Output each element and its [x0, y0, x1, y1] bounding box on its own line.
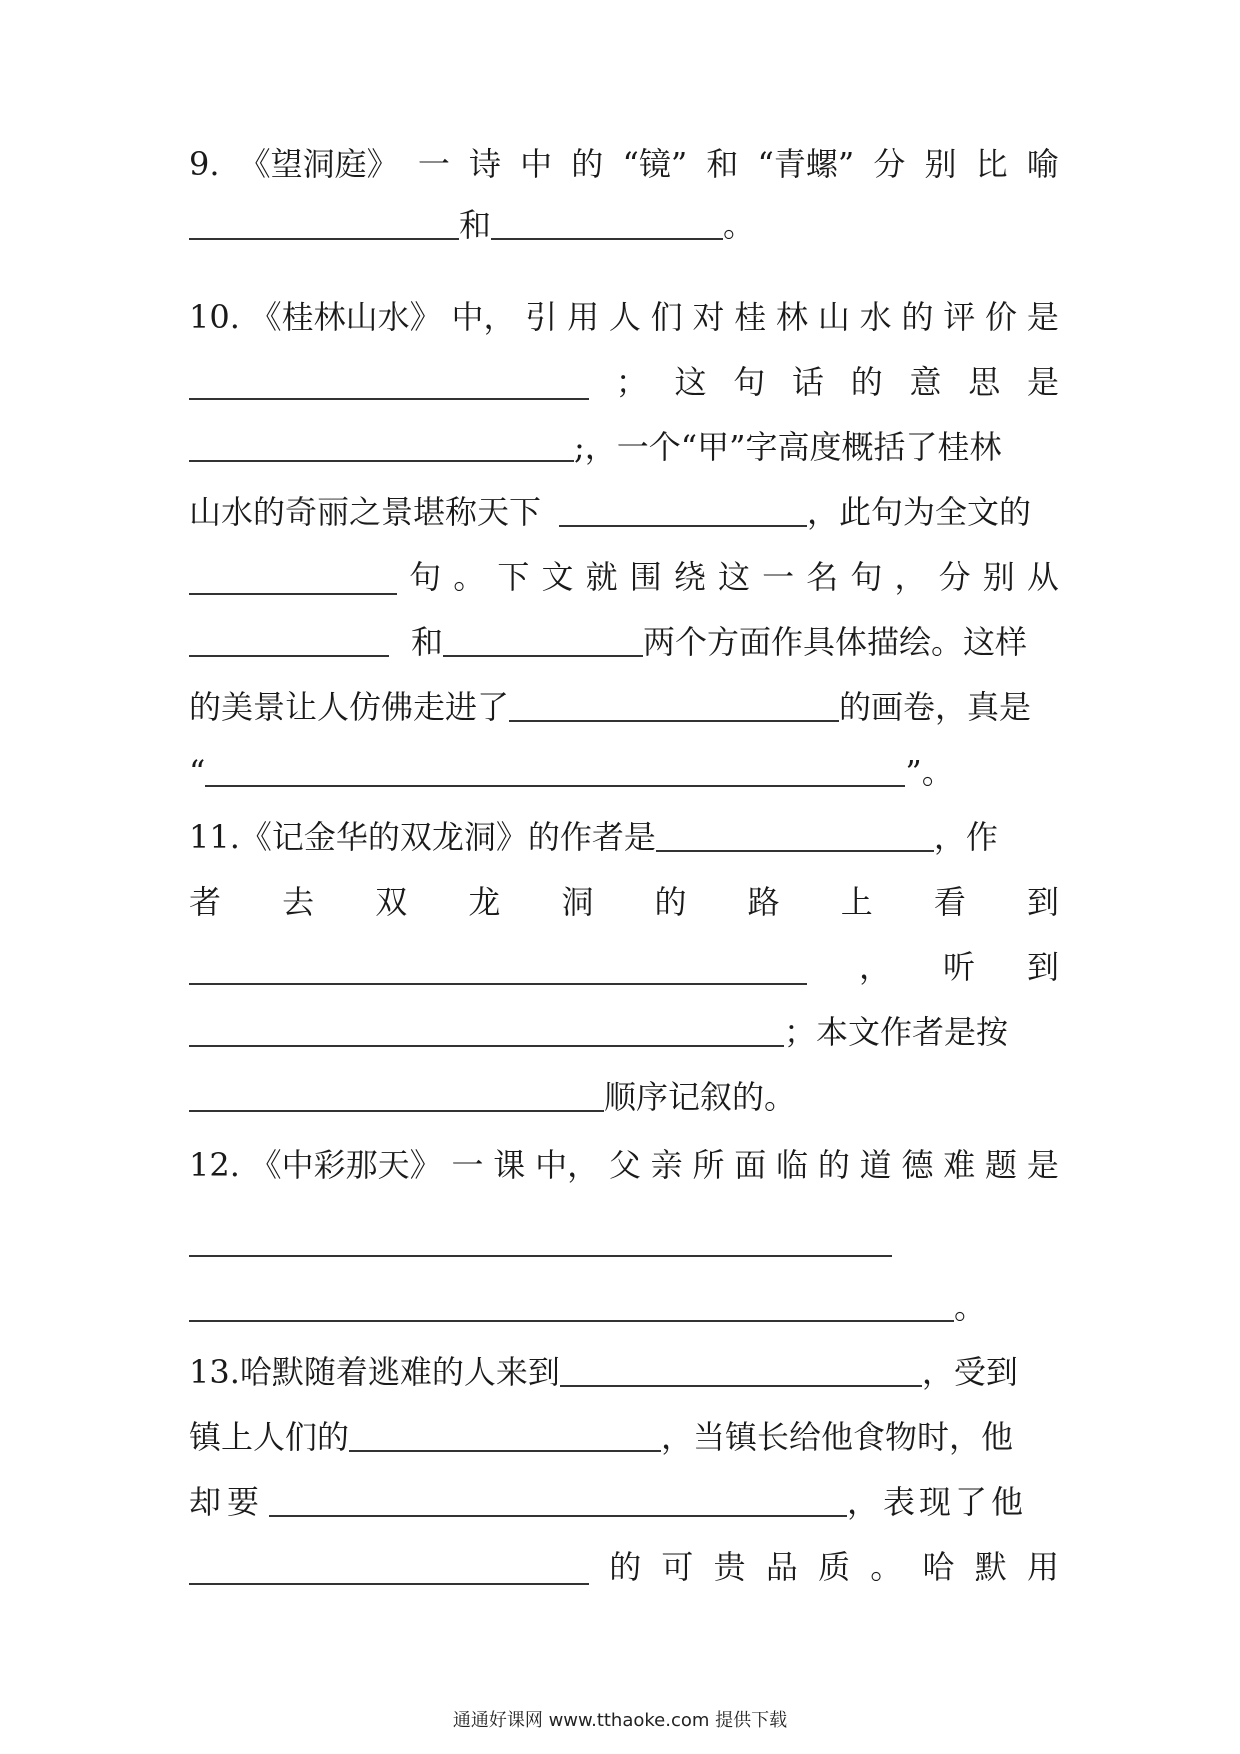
q12-line-3 — [189, 1287, 1059, 1327]
q12-text: 临 — [776, 1146, 809, 1184]
q10-text: ，此句为全文的 — [807, 493, 1032, 531]
q10-text: 的美景让人仿佛走进了 — [189, 688, 510, 726]
q13-text: 可 — [661, 1548, 694, 1586]
q10-text: 分 — [938, 558, 971, 596]
q12-text: 一 — [451, 1146, 484, 1184]
q12-text: 父 — [608, 1146, 641, 1184]
answer-blank[interactable] — [509, 720, 839, 722]
q10-text: 水 — [859, 298, 892, 336]
q10-text: ， — [894, 558, 927, 596]
q12-text: 题 — [985, 1146, 1018, 1184]
q10-text: 林 — [776, 298, 809, 336]
answer-blank[interactable] — [189, 655, 389, 657]
q11-text: ， — [858, 948, 891, 986]
q13-text: 哈 — [922, 1548, 955, 1586]
q10-text: 价 — [985, 298, 1018, 336]
q9-text: 比 — [975, 145, 1008, 183]
q10-text: 用 — [567, 298, 600, 336]
q12-text: 的 — [817, 1146, 850, 1184]
q10-text: 句 — [733, 363, 766, 401]
q10-text: 是 — [1026, 363, 1059, 401]
q9-text: “青螺” — [757, 145, 855, 183]
answer-blank[interactable] — [491, 238, 723, 240]
q13-line-3 — [189, 1482, 1059, 1522]
q10-text: 两个方面作具体描绘。这样 — [643, 623, 1028, 661]
q10-text: 绕 — [673, 558, 706, 596]
q13-line-4 — [189, 1547, 1059, 1587]
q10-line-3 — [189, 427, 1059, 467]
q9-text: 和 — [706, 145, 739, 183]
q13-text: 默 — [974, 1548, 1007, 1586]
q9-text: 别 — [924, 145, 957, 183]
answer-blank[interactable] — [189, 460, 574, 462]
q11-text: 11.《记金华的双龙洞》的作者是 — [189, 818, 656, 856]
q9-text: 。 — [723, 206, 756, 244]
q13-text: 质 — [818, 1548, 851, 1586]
q11-text: 到 — [1026, 883, 1059, 921]
q9-text: 中 — [520, 145, 553, 183]
q9-text: 的 — [571, 145, 604, 183]
q13-text: ，当镇长给他食物时，他 — [661, 1418, 1014, 1456]
q10-text: 中， — [451, 298, 516, 336]
q12-text: 所 — [692, 1146, 725, 1184]
q10-text: 句 — [409, 558, 442, 596]
q11-text: 看 — [933, 883, 966, 921]
q9-line-2 — [189, 205, 1059, 245]
q12-text: 中， — [535, 1146, 600, 1184]
q12-text: 。 — [954, 1288, 987, 1326]
q10-text: 的画卷，真是 — [839, 688, 1032, 726]
answer-blank[interactable] — [189, 1045, 784, 1047]
q11-line-5 — [189, 1077, 1059, 1117]
answer-blank[interactable] — [269, 1515, 847, 1517]
q10-text: 下 — [497, 558, 530, 596]
q12-text: 《中彩那天》 — [249, 1146, 442, 1184]
q9-text: “镜” — [622, 145, 688, 183]
q10-text: 桂 — [734, 298, 767, 336]
q12-text: 12. — [189, 1146, 240, 1184]
q11-line-3 — [189, 947, 1059, 987]
q10-text: 对 — [692, 298, 725, 336]
q10-text: 话 — [791, 363, 824, 401]
q10-text: 的 — [850, 363, 883, 401]
q10-text: 《桂林山水》 — [249, 298, 442, 336]
q13-text: 。 — [870, 1548, 903, 1586]
q13-text: 品 — [765, 1548, 798, 1586]
q12-text: 是 — [1026, 1146, 1059, 1184]
q10-text: 是 — [1026, 298, 1059, 336]
q12-text: 课 — [493, 1146, 526, 1184]
q10-line-2 — [189, 362, 1059, 402]
q12-line-2 — [189, 1222, 1059, 1262]
q13-text: ，受到 — [921, 1353, 1018, 1391]
q11-text: 上 — [840, 883, 873, 921]
q10-text: 文 — [541, 558, 574, 596]
q9-text: 分 — [873, 145, 906, 183]
q13-text: 镇上人们的 — [189, 1418, 350, 1456]
q10-text: 评 — [943, 298, 976, 336]
q9-text: 诗 — [468, 145, 501, 183]
q11-text: ，作 — [933, 818, 998, 856]
q10-text: 山水的奇丽之景堪称天下 — [189, 493, 542, 531]
q11-text: 者 — [189, 883, 222, 921]
q10-text: 这 — [717, 558, 750, 596]
q11-text: 顺序记叙的。 — [604, 1078, 797, 1116]
q11-text: 洞 — [561, 883, 594, 921]
q10-text: 名 — [806, 558, 839, 596]
q10-text: 意 — [909, 363, 942, 401]
answer-blank[interactable] — [559, 525, 807, 527]
answer-blank[interactable] — [189, 593, 397, 595]
q10-text: 引 — [525, 298, 558, 336]
q10-text: 们 — [650, 298, 683, 336]
q12-line-1 — [189, 1145, 1059, 1185]
q10-text: 这 — [674, 363, 707, 401]
answer-blank[interactable] — [189, 1320, 954, 1322]
q9-text: 《望洞庭》 — [238, 145, 399, 183]
q10-text: 围 — [629, 558, 662, 596]
q13-line-2 — [189, 1417, 1059, 1457]
q9-text: 喻 — [1026, 145, 1059, 183]
q9-line-1 — [189, 144, 1059, 184]
q10-line-6 — [189, 622, 1059, 662]
q11-line-4 — [189, 1012, 1059, 1052]
q12-text: 难 — [943, 1146, 976, 1184]
q10-text: ； — [615, 363, 648, 401]
q10-line-8 — [189, 752, 1059, 792]
q10-text: 和 — [411, 623, 444, 661]
q12-text: 道 — [859, 1146, 892, 1184]
q10-text: 就 — [585, 558, 618, 596]
answer-blank[interactable] — [189, 1583, 589, 1585]
q11-line-2 — [189, 882, 1059, 922]
q13-text: 的 — [609, 1548, 642, 1586]
q11-text: 双 — [375, 883, 408, 921]
q12-text: 面 — [734, 1146, 767, 1184]
q10-text: 的 — [901, 298, 934, 336]
q10-text: ;，一个“甲”字高度概括了桂林 — [574, 428, 1002, 466]
answer-blank[interactable] — [443, 655, 643, 657]
q10-line-4 — [189, 492, 1059, 532]
q11-text: 路 — [747, 883, 780, 921]
q10-text: ”。 — [905, 753, 954, 791]
answer-blank[interactable] — [205, 785, 905, 787]
q13-text: 却要 — [189, 1483, 266, 1521]
q10-text: 人 — [608, 298, 641, 336]
q11-text: 到 — [1026, 948, 1059, 986]
answer-blank[interactable] — [189, 238, 459, 240]
answer-blank[interactable] — [560, 1385, 922, 1387]
q11-text: 听 — [942, 948, 975, 986]
q10-line-1 — [189, 297, 1059, 337]
q10-text: 山 — [817, 298, 850, 336]
q9-text: 一 — [417, 145, 450, 183]
q11-text: ；本文作者是按 — [784, 1013, 1009, 1051]
q10-text: “ — [189, 753, 206, 791]
q12-text: 亲 — [650, 1146, 683, 1184]
footer-text: 通通好课网 www.tthaoke.com 提供下载 — [452, 1710, 788, 1731]
q12-text: 德 — [901, 1146, 934, 1184]
q10-line-5 — [189, 557, 1059, 597]
q10-text: 一 — [762, 558, 795, 596]
q9-text: 9. — [189, 145, 220, 183]
answer-blank[interactable] — [189, 1255, 892, 1257]
q11-text: 的 — [654, 883, 687, 921]
q10-text: 句 — [850, 558, 883, 596]
answer-blank[interactable] — [189, 398, 589, 400]
q13-text: ，表现了他 — [847, 1483, 1028, 1521]
q10-text: 思 — [968, 363, 1001, 401]
q13-line-1 — [189, 1352, 1059, 1392]
answer-blank[interactable] — [189, 1110, 604, 1112]
q13-text: 用 — [1026, 1548, 1059, 1586]
q10-text: 从 — [1026, 558, 1059, 596]
q11-text: 去 — [282, 883, 315, 921]
answer-blank[interactable] — [656, 850, 934, 852]
q13-text: 13.哈默随着逃难的人来到 — [189, 1353, 560, 1391]
q13-text: 贵 — [713, 1548, 746, 1586]
q11-line-1 — [189, 817, 1059, 857]
q11-text: 龙 — [468, 883, 501, 921]
q10-line-7 — [189, 687, 1059, 727]
q10-text: 别 — [982, 558, 1015, 596]
q10-text: 。 — [453, 558, 486, 596]
q10-text: 10. — [189, 298, 240, 336]
answer-blank[interactable] — [349, 1450, 661, 1452]
q9-text: 和 — [459, 206, 492, 244]
answer-blank[interactable] — [189, 983, 807, 985]
